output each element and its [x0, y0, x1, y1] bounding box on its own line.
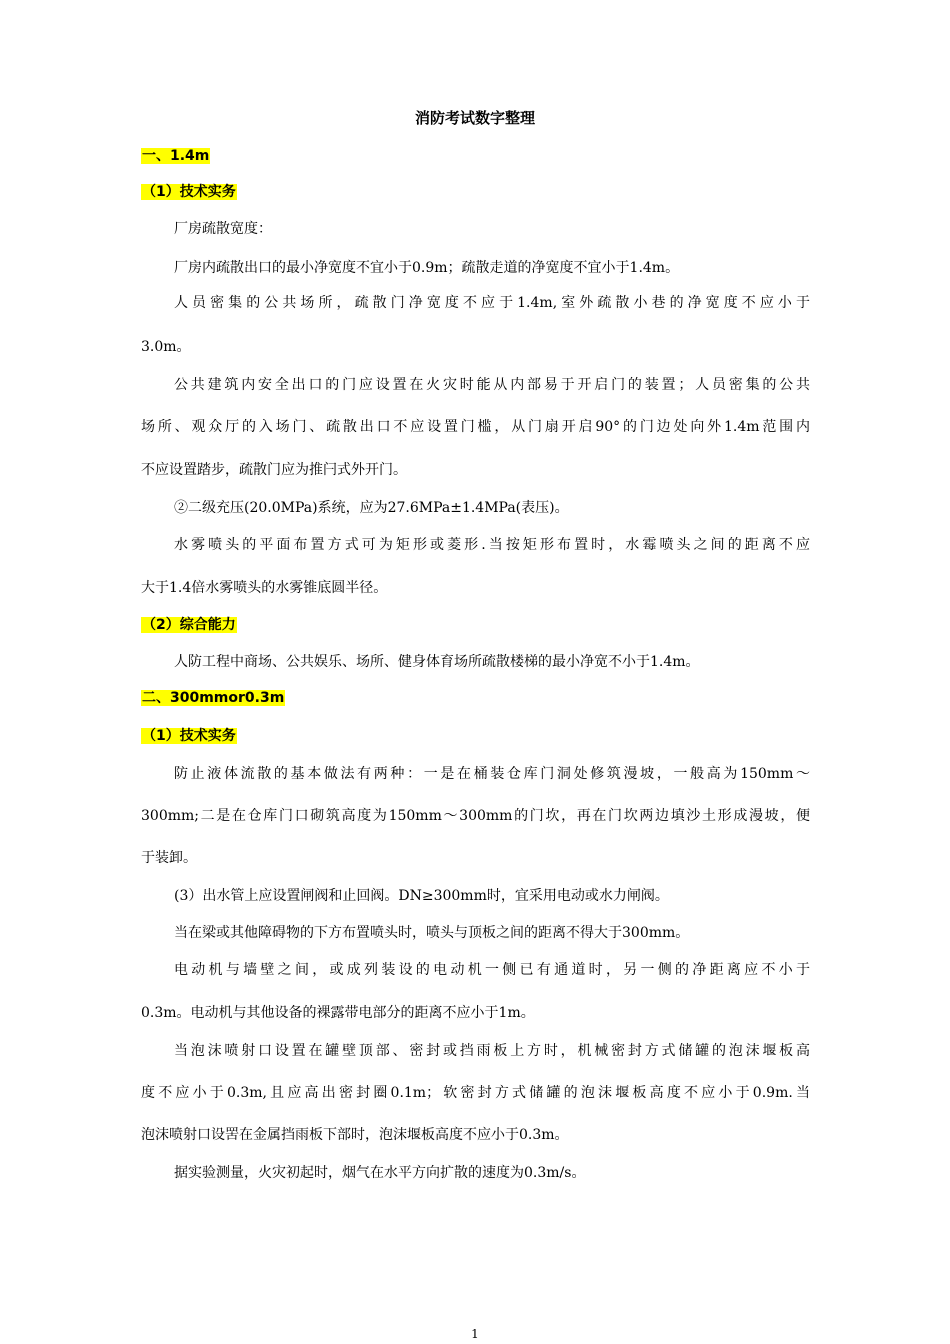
paragraph-line: 电动机与墙壁之间，或成列装设的电动机一侧已有通道时，另一侧的净距离应不小于 [174, 962, 810, 978]
paragraph-line: 据实验测量，火灾初起时，烟气在水平方向扩散的速度为0.3m/s。 [174, 1165, 586, 1181]
paragraph-line: 3.0m。 [141, 339, 191, 355]
paragraph-line: 不应设置踏步，疏散门应为推闩式外开门。 [141, 462, 407, 478]
paragraph-line: 300mm;二是在仓库门口砌筑高度为150mm～300mm的门坎，再在门坎两边填沙土形成漫坡，便 [141, 808, 810, 824]
paragraph-line: 场所、观众厅的入场门、疏散出口不应设置门槛，从门扇开启90°的门边处向外1.4m范围内 [141, 419, 810, 435]
paragraph-line: 于装卸。 [141, 850, 197, 866]
paragraph-line: ②二级充压(20.0MPa)系统，应为27.6MPa±1.4MPa(表压)。 [174, 500, 569, 516]
paragraph-line: 人防工程中商场、公共娱乐、场所、健身体育场所疏散楼梯的最小净宽不小于1.4m。 [174, 654, 700, 670]
paragraph-line: 厂房内疏散出口的最小净宽度不宜小于0.9m；疏散走道的净宽度不宜小于1.4m。 [174, 260, 680, 276]
paragraph-line: 0.3m。电动机与其他设备的裸露带电部分的距离不应小于1m。 [141, 1005, 535, 1021]
paragraph-line: 公共建筑内安全出口的门应设置在火灾时能从内部易于开启门的装置；人员密集的公共 [174, 377, 810, 393]
page-title: 消防考试数字整理 [414, 109, 535, 127]
paragraph-line: 人员密集的公共场所，疏散门净宽度不应于1.4m,室外疏散小巷的净宽度不应小于 [174, 295, 810, 311]
subsection-heading: （1）技术实务 [142, 184, 236, 200]
paragraph-line: 水雾喷头的平面布置方式可为矩形或菱形.当按矩形布置时，水霉喷头之间的距离不应 [174, 537, 810, 553]
paragraph-line: 当泡沫喷射口设置在罐壁顶部、密封或挡雨板上方时，机械密封方式储罐的泡沫堰板高 [174, 1043, 810, 1059]
paragraph-line: 厂房疏散宽度： [174, 221, 272, 237]
paragraph-line: 度不应小于0.3m,且应高出密封圈0.1m；软密封方式储罐的泡沫堰板高度不应小于0.9m.当 [141, 1085, 810, 1101]
paragraph-line: 泡沫喷射口设罟在金属挡雨板下部时，泡沫堰板高度不应小于0.3m。 [141, 1127, 569, 1143]
paragraph-line: 大于1.4倍水雾喷头的水雾锥底圆半径。 [141, 580, 388, 596]
paragraph-line: (3）出水管上应设置闸阀和止回阀。DN≥300mm时，宜采用电动或水力闸阀。 [174, 888, 669, 904]
paragraph-line: 当在梁或其他障碍物的下方布置喷头时，喷头与顶板之间的距离不得大于300mm。 [174, 925, 690, 941]
section-heading: 一、1.4m [142, 148, 210, 164]
section-heading: 二、300mmor0.3m [142, 690, 285, 706]
page-number: 1 [471, 1327, 479, 1341]
subsection-heading: （2）综合能力 [142, 617, 236, 633]
paragraph-line: 防止液体流散的基本做法有两种：一是在桶装仓库门洞处修筑漫坡，一般高为150mm～ [174, 766, 810, 782]
subsection-heading: （1）技术实务 [142, 728, 236, 744]
